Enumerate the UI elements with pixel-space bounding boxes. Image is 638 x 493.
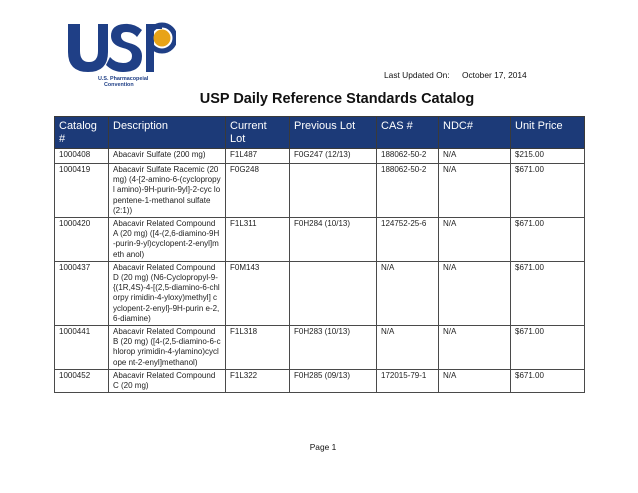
cell-previous-lot: F0H283 (10/13)	[290, 326, 377, 370]
cell-cas: N/A	[377, 261, 439, 325]
usp-logo	[66, 18, 176, 88]
cell-previous-lot	[290, 164, 377, 218]
column-header-catalog: Catalog #	[55, 117, 109, 149]
table-header-row	[55, 117, 585, 149]
cell-current-lot: F1L311	[226, 218, 290, 262]
column-header-ndc: NDC#	[439, 117, 511, 149]
last-updated	[384, 70, 527, 80]
cell-previous-lot	[290, 261, 377, 325]
table-row	[55, 261, 585, 325]
table-row	[55, 218, 585, 262]
cell-description: Abacavir Related Compound D (20 mg) (N6-Cyclopropyl-9-{(1R,4S)-4-[(2,5-diamino-6-chlorpy rimidin-4-yloxy)methyl] cyclopent-2-enyl}-9H-purin e-2,6-diamine)	[109, 261, 226, 325]
cell-cas: 124752-25-6	[377, 218, 439, 262]
last-updated-label: Last Updated On:	[384, 70, 450, 80]
column-header-current-lot: Current Lot	[226, 117, 290, 149]
cell-description: Abacavir Related Compound B (20 mg) ([4-(2,5-diamino-6-chlorop yrimidin-4-ylamino)cyclope nt-2-enyl]methanol)	[109, 326, 226, 370]
catalog-table	[54, 116, 585, 393]
cell-cas: 188062-50-2	[377, 164, 439, 218]
cell-unit-price: $671.00	[511, 326, 585, 370]
cell-unit-price: $671.00	[511, 218, 585, 262]
cell-ndc: N/A	[439, 164, 511, 218]
cell-catalog: 1000419	[55, 164, 109, 218]
cell-ndc: N/A	[439, 326, 511, 370]
cell-previous-lot: F0H285 (09/13)	[290, 369, 377, 392]
cell-current-lot: F1L487	[226, 149, 290, 164]
column-header-unit-price: Unit Price	[511, 117, 585, 149]
cell-unit-price: $671.00	[511, 164, 585, 218]
last-updated-date: October 17, 2014	[461, 70, 527, 80]
column-header-previous-lot: Previous Lot	[290, 117, 377, 149]
cell-description: Abacavir Sulfate (200 mg)	[109, 149, 226, 164]
cell-catalog: 1000441	[55, 326, 109, 370]
cell-ndc: N/A	[439, 369, 511, 392]
page-number: Page 1	[309, 442, 337, 452]
table-row	[55, 149, 585, 164]
cell-cas: N/A	[377, 326, 439, 370]
logo-subtitle: U.S. Pharmacopeial Convention	[98, 76, 149, 88]
table-row	[55, 164, 585, 218]
cell-catalog: 1000437	[55, 261, 109, 325]
cell-current-lot: F1L318	[226, 326, 290, 370]
cell-cas: 172015-79-1	[377, 369, 439, 392]
cell-catalog: 1000408	[55, 149, 109, 164]
cell-catalog: 1000420	[55, 218, 109, 262]
cell-unit-price: $671.00	[511, 369, 585, 392]
table-row	[55, 369, 585, 392]
cell-cas: 188062-50-2	[377, 149, 439, 164]
cell-unit-price: $215.00	[511, 149, 585, 164]
cell-previous-lot: F0H284 (10/13)	[290, 218, 377, 262]
cell-current-lot: F0M143	[226, 261, 290, 325]
cell-ndc: N/A	[439, 261, 511, 325]
cell-ndc: N/A	[439, 218, 511, 262]
usp-logo-mark	[66, 18, 176, 76]
cell-ndc: N/A	[439, 149, 511, 164]
column-header-cas: CAS #	[377, 117, 439, 149]
cell-unit-price: $671.00	[511, 261, 585, 325]
cell-description: Abacavir Related Compound C (20 mg)	[109, 369, 226, 392]
cell-description: Abacavir Related Compound A (20 mg) ([4-(2,6-diamino-9H-purin-9-yl)cyclopent-2-enyl]meth anol)	[109, 218, 226, 262]
cell-current-lot: F0G248	[226, 164, 290, 218]
cell-current-lot: F1L322	[226, 369, 290, 392]
cell-description: Abacavir Sulfate Racemic (20 mg) (4-[2-amino-6-(cyclopropyl amino)-9H-purin-9yl]-2-cyc lopentene-1-methanol sulfate (2:1))	[109, 164, 226, 218]
table-row	[55, 326, 585, 370]
column-header-description: Description	[109, 117, 226, 149]
cell-catalog: 1000452	[55, 369, 109, 392]
cell-previous-lot: F0G247 (12/13)	[290, 149, 377, 164]
page-title: USP Daily Reference Standards Catalog	[199, 91, 475, 107]
